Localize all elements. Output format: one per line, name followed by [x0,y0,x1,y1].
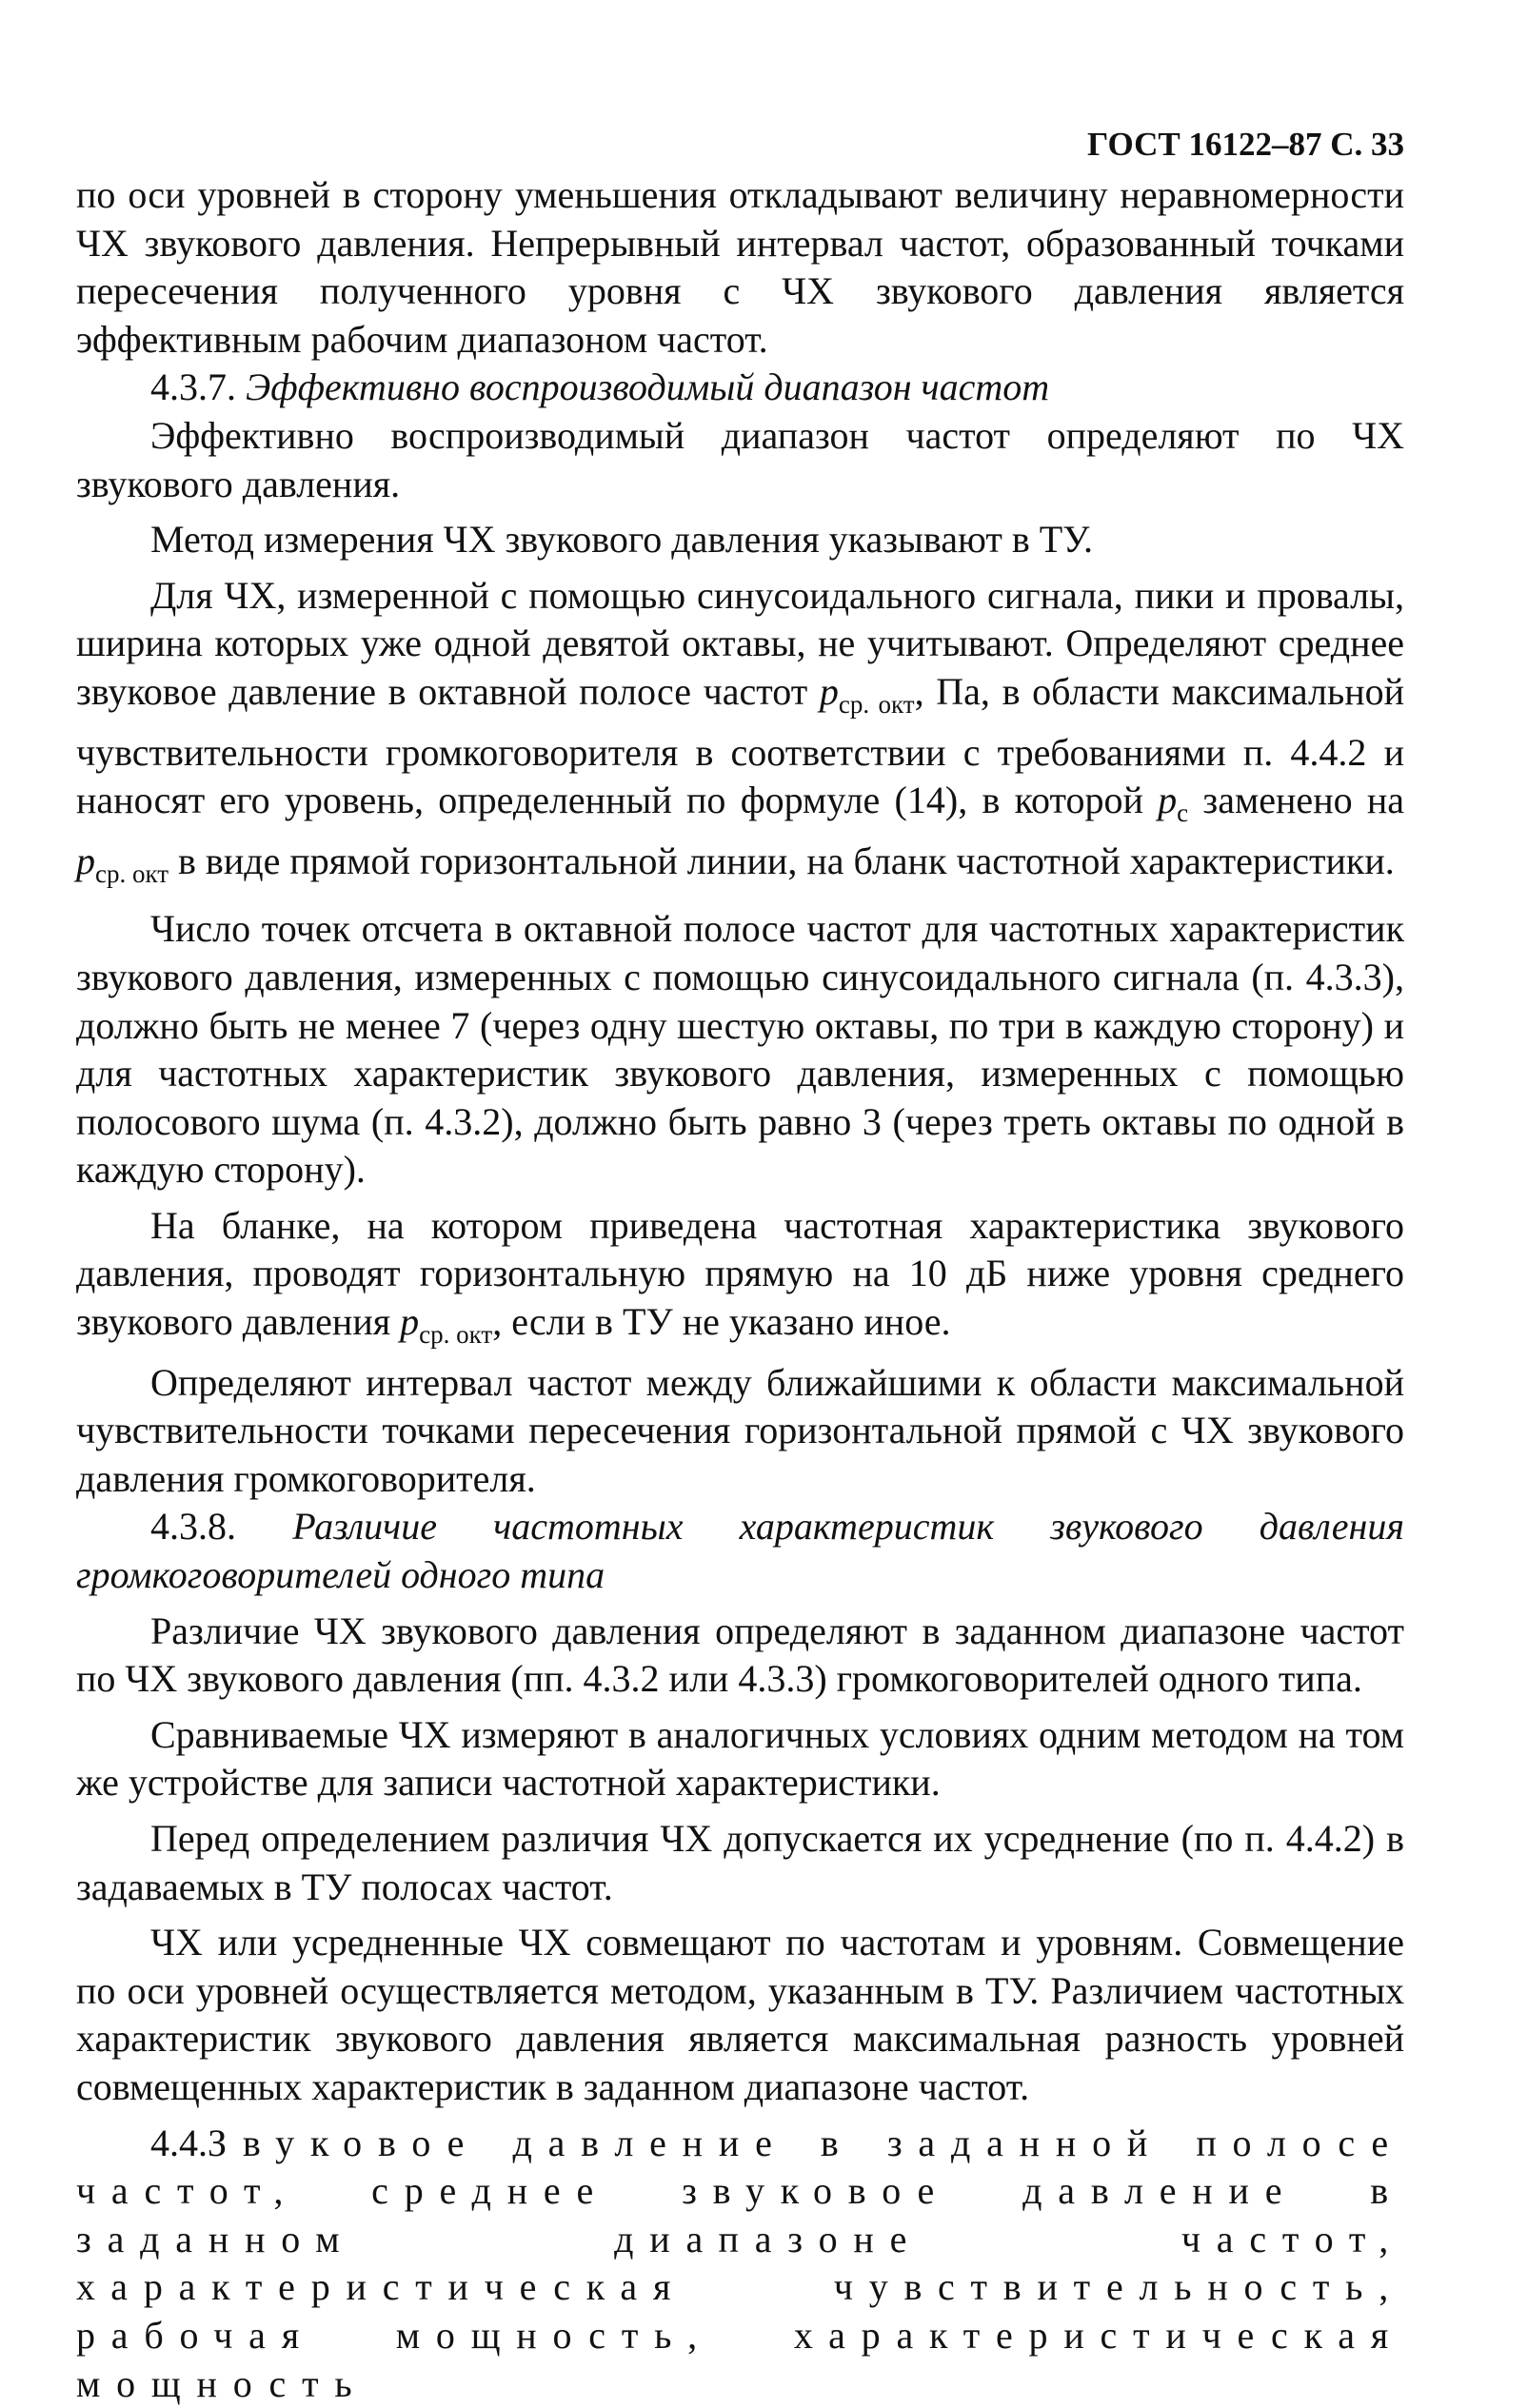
section-number: 4.4. [150,2121,208,2164]
text-span: заменено на [1202,779,1405,822]
section-4-3-8-heading [76,1503,1404,1599]
paragraph-10: Перед определением различия ЧХ допускается их усреднение (по п. 4.4.2) в задаваемых в ТУ полосах частот. [76,1817,1404,1908]
text-span: Па, в области максимальной чувствительности громкоговорителя в соответствии с требованиями п. 4.4.2 и наносят его уровень, определенный по формуле (14), в которой [76,669,1405,822]
symbol-p: p [400,1300,420,1344]
paragraph-5: Число точек отсчета в октавной полосе частот для частотных характеристик звукового давления, измеренных с помощью синусоидального сигнала (п. 4.3.3), должно быть не менее 7 (через одну шестую октавы, по три в каждую сторону) и для частотных характеристик звукового давления, измеренных с помощью полосового шума (п. 4.3.2), должно быть равно 3 (через треть октавы по одной в каждую сторону). [76,907,1404,1192]
paragraph-7: Определяют интервал частот между ближайшими к области максимальной чувствительности точками пересечения горизонтальной прямой с ЧХ звукового давления громкоговорителя. [76,1360,1404,1500]
subscript: с [1177,799,1189,828]
section-number: 4.3.8. [150,1505,236,1549]
section-4-3-7-heading [76,364,1404,412]
section-title: Эффективно воспроизводимый диапазон частот [246,365,1050,409]
symbol-p: p [76,839,95,882]
paragraph-11: ЧХ или усредненные ЧХ совмещают по частотам и уровням. Совмещение по оси уровней осуществляется методом, указанным в ТУ. Различием частотных характеристик звукового давления является максимальная разность уровней совмещенных характеристик в заданном диапазоне частот. [76,1921,1404,2108]
text-span: если в ТУ не указано иное. [511,1300,951,1344]
text-span: На бланке, на котором приведена частотная характеристика звукового давления, проводят горизонтальную прямую на 10 дБ ниже уровня среднего звукового давления [76,1203,1404,1344]
symbol-p: p [1158,779,1178,822]
paragraph-9: Сравниваемые ЧХ измеряют в аналогичных условиях одним методом на том же устройстве для записи частотной характеристики. [76,1712,1404,1805]
subscript: ср. окт [95,859,169,888]
subscript: ср. окт [838,689,915,719]
subscript: ср. окт [419,1320,493,1350]
section-number: 4.3.7. [150,365,236,409]
page-header: ГОСТ 16122–87 С. 33 [1087,126,1404,163]
paragraph-4: Для ЧХ, измеренной с помощью синусоидального сигнала, пики и провалы, ширина которых уже одной девятой октавы, не учитывают. Определяют среднее звуковое давление в октавной полосе частот $p_{ср. окт}$, Па, в области максимальной чувствительности громкоговорителя в соответствии с требованиями п. 4.4.2 и наносят его уровень, определенный по формуле (14), в которой $p_с$ заменено на $p_{ср. окт}$ в виде прямой горизонтальной линии, на бланк частотной характеристики. [76,573,1405,888]
text-span: Для ЧХ, измеренной с помощью синусоидального сигнала, пики и провалы, ширина которых уже одной девятой октавы, не учитывают. Определяют среднее звуковое давление в октавной полосе частот [76,573,1404,713]
section-title: Различие частотных характеристик звукового давления громкоговорителей одного типа [76,1505,1404,1597]
section-title: Звуковое давление в заданной полосе частот, среднее звуковое давление в заданном диапазоне частот, характеристическая чувствительность, рабочая мощность, характеристическая мощность [76,2121,1404,2405]
paragraph-1: по оси уровней в сторону уменьшения откладывают величину неравномерности ЧХ звукового давления. Непрерывный интервал частот, образованный точками пересечения полученного уровня с ЧХ звукового давления является эффективным рабочим диапазоном частот. [76,173,1404,361]
paragraph-3: Метод измерения ЧХ звукового давления указывают в ТУ. [150,518,1093,562]
paragraph-6: На бланке, на котором приведена частотная характеристика звукового давления, проводят горизонтальную прямую на 10 дБ ниже уровня среднего звукового давления $p_{ср. окт}$, если в ТУ не указано иное. [76,1203,1404,1350]
section-4-4-heading [76,2120,1404,2408]
text-span: в виде прямой горизонтальной линии, на бланк частотной характеристики. [178,839,1395,882]
paragraph-8: Различие ЧХ звукового давления определяют в заданном диапазоне частот по ЧХ звукового давления (пп. 4.3.2 или 4.3.3) громкоговорителей одного типа. [76,1609,1404,1701]
symbol-p: p [819,669,839,713]
paragraph-2: Эффективно воспроизводимый диапазон частот определяют по ЧХ звукового давления. [76,413,1404,505]
